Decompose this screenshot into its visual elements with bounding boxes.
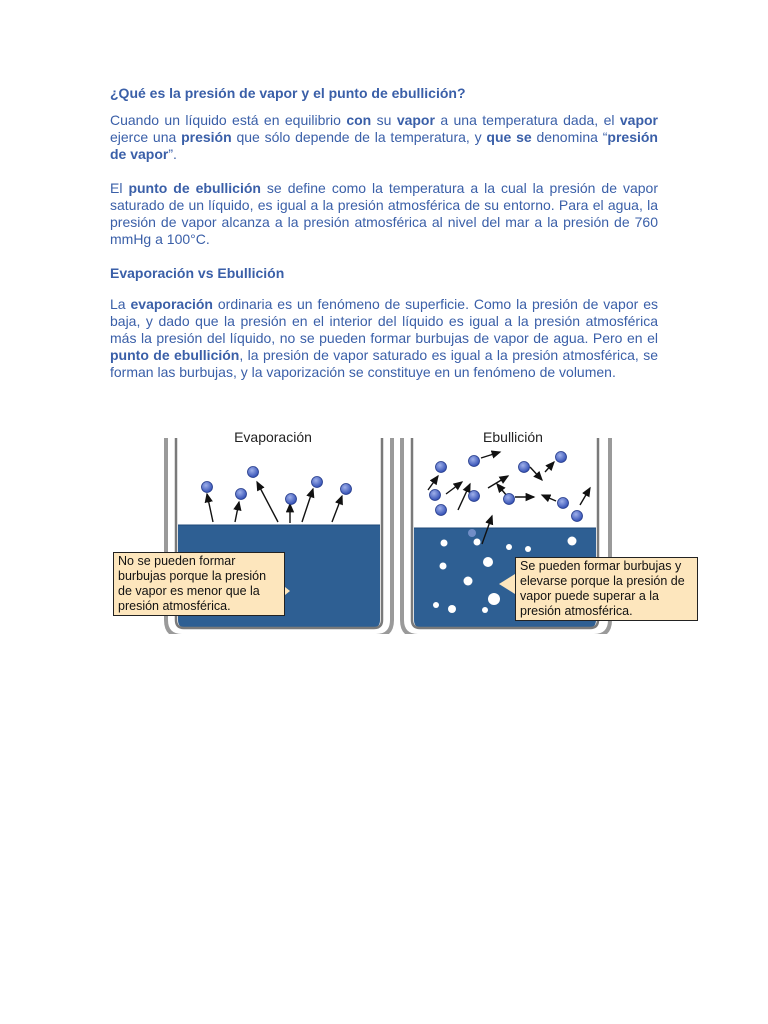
section-title-vapor-pressure: ¿Qué es la presión de vapor y el punto de ebullición?: [110, 85, 466, 101]
paragraph-vapor-pressure: Cuando un líquido está en equilibrio con su vapor a una temperatura dada, el vapor ejerce una presión que sólo depende de la temperatura, y que se denomina “presión de vapor”.: [110, 112, 658, 162]
boiling-label: Ebullición: [483, 429, 543, 445]
evaporation-note: No se pueden formar burbujas porque la presión de vapor es menor que la presión atmosférica.: [113, 552, 285, 616]
paragraph-evaporation-vs-boiling: La evaporación ordinaria es un fenómeno de superficie. Como la presión de vapor es baja, y dado que la presión en el interior del líquido es igual a la presión atmosférica más la presión del líquido, no se pueden formar burbujas de vapor de agua. Pero en el punto de ebullición, la presión de vapor saturado es igual a la presión atmosférica, se forman las burbujas, y la vaporización se constituye en un fenómeno de volumen.: [110, 296, 658, 380]
section-title-evaporation-vs-boiling: Evaporación vs Ebullición: [110, 265, 285, 281]
boiling-note: Se pueden formar burbujas y elevarse porque la presión de vapor puede superar a la presión atmosférica.: [515, 557, 698, 621]
evaporation-label: Evaporación: [234, 429, 312, 445]
paragraph-boiling-point: El punto de ebullición se define como la temperatura a la cual la presión de vapor saturado de un líquido, es igual a la presión atmosférica de su entorno. Para el agua, la presión de vapor alcanza a la presión atmosférica al nivel del mar a la presión de 760 mmHg a 100°C.: [110, 180, 659, 247]
